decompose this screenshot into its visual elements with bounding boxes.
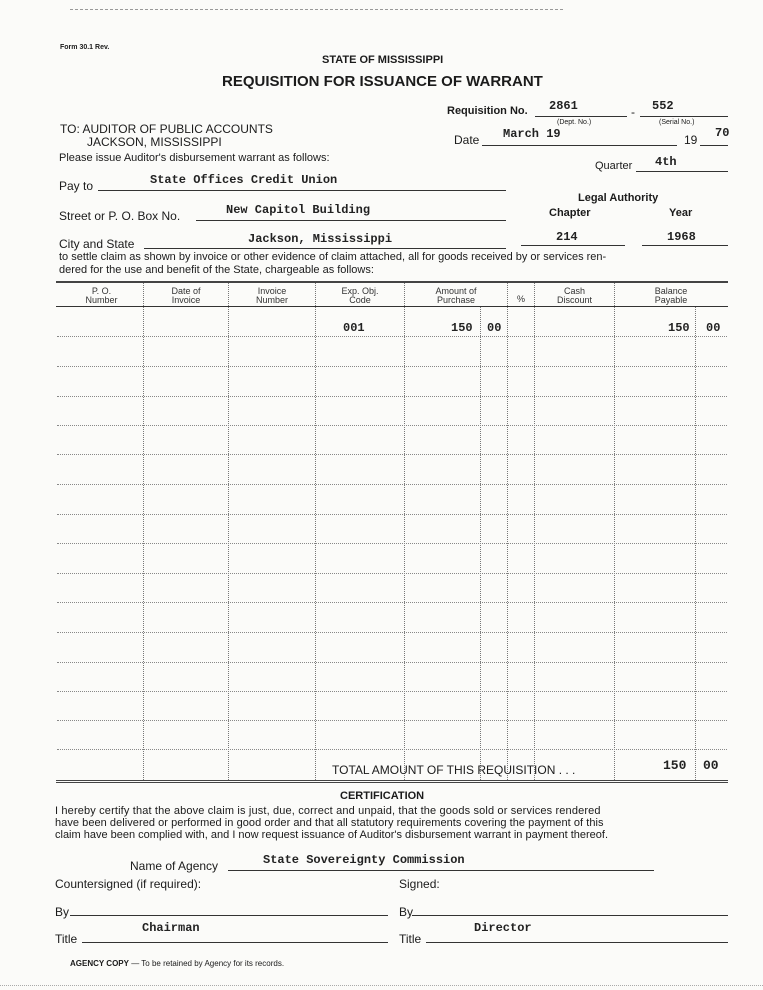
settle-text-1: to settle claim as shown by invoice or other evidence of claim attached, all for goods received by or services ren-	[59, 251, 607, 263]
row-line	[57, 632, 727, 633]
street-value: New Capitol Building	[226, 203, 371, 217]
legal-authority-heading: Legal Authority	[578, 192, 659, 204]
table-header-border	[56, 306, 728, 307]
table-bottom-border	[56, 779, 728, 783]
certification-line2: have been delivered or performed in good order and that all statutory requirements covering the payment of this	[55, 817, 604, 829]
total-dollars: 150	[663, 758, 687, 773]
row-line	[57, 336, 727, 337]
row1-balance-dollars: 150	[668, 321, 690, 335]
chapter-line	[521, 245, 625, 246]
countersigned-label: Countersigned (if required):	[55, 877, 202, 891]
row-line	[57, 749, 727, 750]
header-percent: %	[516, 294, 525, 304]
footer	[70, 959, 284, 968]
table-top-border	[56, 281, 728, 283]
row-line	[57, 454, 727, 455]
col-divider	[228, 283, 229, 780]
agency-copy-label: AGENCY COPY	[70, 959, 129, 968]
total-cents: 00	[703, 758, 719, 773]
addressee-line2: JACKSON, MISSISSIPPI	[87, 135, 222, 149]
quarter-line	[636, 171, 728, 172]
street-label: Street or P. O. Box No.	[59, 209, 181, 223]
col-divider	[404, 283, 405, 780]
city-line	[144, 248, 506, 249]
row-line	[57, 543, 727, 544]
right-title-label: Title	[399, 932, 422, 946]
quarter-label: Quarter	[595, 160, 633, 172]
top-rule	[70, 9, 563, 10]
row-line	[57, 425, 727, 426]
header-exp-obj-code: Exp. Obj. Code	[341, 286, 379, 305]
agency-value: State Sovereignty Commission	[263, 853, 465, 867]
legal-year-line	[642, 245, 728, 246]
row1-balance-cents: 00	[706, 321, 721, 335]
form-number: Form 30.1 Rev.	[60, 44, 110, 51]
pay-to-line	[98, 190, 506, 191]
pay-to-label: Pay to	[59, 179, 94, 193]
legal-year-label: Year	[669, 207, 693, 219]
col-divider	[507, 283, 508, 780]
row-line	[57, 662, 727, 663]
dept-caption: (Dept. No.)	[557, 119, 592, 126]
col-divider	[534, 283, 535, 780]
agency-line	[228, 870, 654, 871]
certification-line3: claim have been complied with, and I now request issuance of Auditor's disbursement warrant in payment thereof.	[55, 829, 609, 841]
row1-amount-cents: 00	[487, 321, 502, 335]
chapter-label: Chapter	[549, 207, 591, 219]
form-title: REQUISITION FOR ISSUANCE OF WARRANT	[222, 73, 543, 90]
state-heading: STATE OF MISSISSIPPI	[322, 54, 444, 66]
header-cash-discount: Cash Discount	[556, 286, 592, 305]
serial-number-line	[640, 116, 728, 117]
row-line	[57, 691, 727, 692]
header-amount-of-purchase: Amount of Purchase	[435, 286, 477, 305]
col-divider	[614, 283, 615, 780]
settle-text-2: dered for the use and benefit of the State, chargeable as follows:	[59, 264, 374, 276]
left-title-line	[82, 942, 388, 943]
year-line	[700, 145, 728, 146]
date-line	[482, 145, 677, 146]
right-title-value: Director	[474, 921, 532, 935]
certification-line1: I hereby certify that the above claim is just, due, correct and unpaid, that the goods sold or services rendered	[55, 805, 601, 817]
header-date-of-invoice: Date of Invoice	[171, 286, 201, 305]
chapter-value: 214	[556, 230, 578, 244]
col-divider	[315, 283, 316, 780]
row-line	[57, 514, 727, 515]
bottom-dotted-edge	[0, 985, 763, 986]
serial-caption: (Serial No.)	[659, 119, 695, 126]
city-value: Jackson, Mississippi	[248, 232, 393, 246]
year-prefix: 19	[684, 133, 698, 147]
row1-exp-obj-code: 001	[343, 321, 365, 335]
pay-to-value: State Offices Credit Union	[150, 173, 338, 187]
agency-label: Name of Agency	[130, 859, 219, 873]
agency-copy-note: — To be retained by Agency for its records.	[131, 959, 285, 968]
row-line	[57, 396, 727, 397]
left-title-value: Chairman	[142, 921, 200, 935]
right-by-line	[412, 915, 728, 916]
header-balance-payable: Balance Payable	[654, 286, 688, 305]
city-label: City and State	[59, 237, 135, 251]
row1-amount-dollars: 150	[451, 321, 473, 335]
dept-number: 2861	[549, 99, 578, 113]
col-divider	[143, 283, 144, 780]
left-by-label: By	[55, 905, 70, 919]
legal-year-value: 1968	[667, 230, 696, 244]
date-label: Date	[454, 133, 480, 147]
row-line	[57, 573, 727, 574]
dept-number-line	[535, 116, 627, 117]
row-line	[57, 366, 727, 367]
right-title-line	[426, 942, 728, 943]
row-line	[57, 602, 727, 603]
signed-label: Signed:	[399, 877, 440, 891]
total-label: TOTAL AMOUNT OF THIS REQUISITION . . .	[332, 763, 576, 777]
addressee-line1: TO: AUDITOR OF PUBLIC ACCOUNTS	[60, 122, 273, 136]
row-line	[57, 720, 727, 721]
requisition-label: Requisition No.	[447, 105, 528, 117]
left-title-label: Title	[55, 932, 78, 946]
quarter-value: 4th	[655, 155, 677, 169]
street-line	[196, 220, 506, 221]
year-value: 70	[715, 126, 730, 140]
certification-heading: CERTIFICATION	[340, 790, 425, 802]
instruction-text: Please issue Auditor's disbursement warrant as follows:	[59, 152, 330, 164]
requisition-dash: -	[631, 105, 635, 119]
date-value: March 19	[503, 127, 561, 141]
right-by-label: By	[399, 905, 414, 919]
row-line	[57, 484, 727, 485]
header-po: P. O. Number	[85, 286, 118, 305]
serial-number: 552	[652, 99, 674, 113]
header-invoice-number: Invoice Number	[255, 286, 288, 305]
left-by-line	[70, 915, 388, 916]
